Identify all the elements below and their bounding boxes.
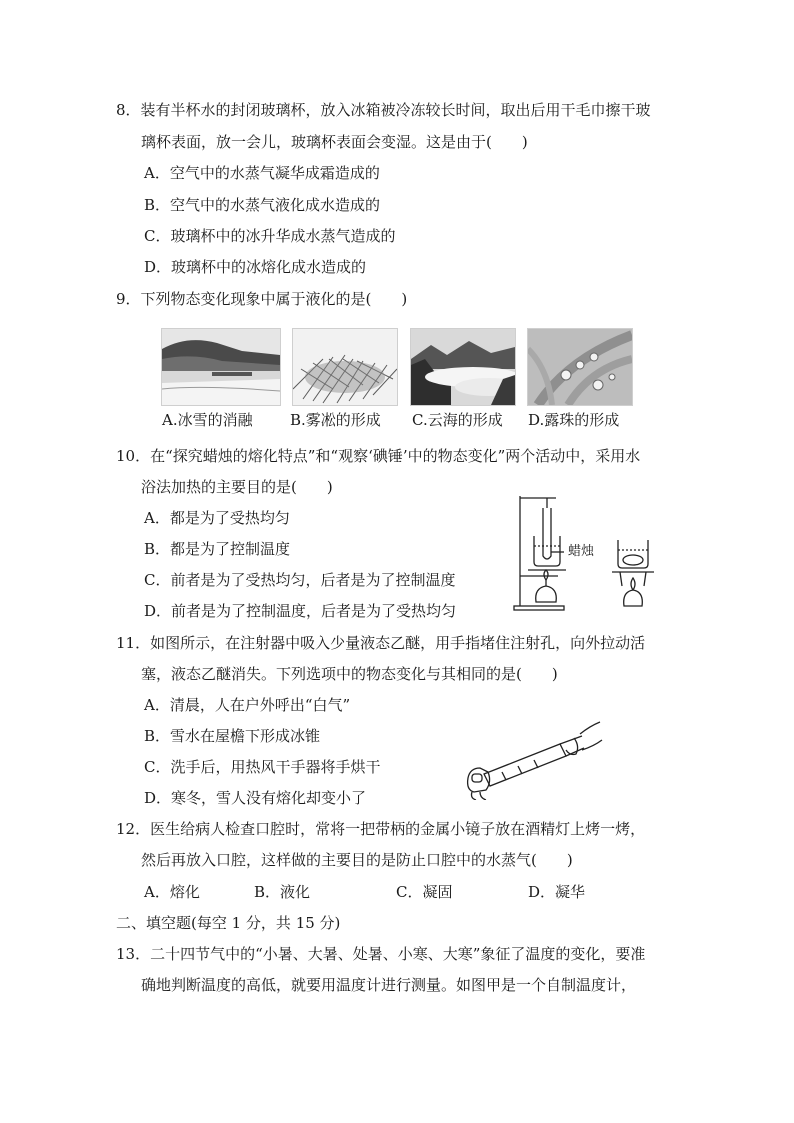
photo-ice-snow-melting <box>161 328 281 406</box>
q8-option-b: B．空气中的水蒸气液化成水造成的 <box>144 196 381 214</box>
q9-caption-c: C.云海的形成 <box>412 411 503 429</box>
q12-stem-line2: 然后再放入口腔，这样做的主要目的是防止口腔中的水蒸气( ) <box>141 851 573 869</box>
q13-stem-line1: 13．二十四节气中的“小暑、大暑、处暑、小寒、大寒”象征了温度的变化，要准 <box>116 945 646 963</box>
water-bath-apparatus-figure <box>510 490 660 612</box>
q9-stem: 9．下列物态变化现象中属于液化的是( ) <box>116 290 408 308</box>
syringe-hand-figure <box>462 716 604 800</box>
q11-option-b: B．雪水在屋檐下形成冰锥 <box>144 727 321 745</box>
q10-stem-line1: 10．在“探究蜡烛的熔化特点”和“观察‘碘锤’中的物态变化”两个活动中，采用水 <box>116 447 641 465</box>
q10-stem-line2: 浴法加热的主要目的是( ) <box>141 478 333 496</box>
q12-option-a: A．熔化 <box>144 883 200 901</box>
q8-option-c: C．玻璃杯中的冰升华成水蒸气造成的 <box>144 227 396 245</box>
q10-option-d: D．前者是为了控制温度，后者是为了受热均匀 <box>144 602 457 620</box>
section2-title: 二、填空题(每空 1 分，共 15 分) <box>116 914 341 932</box>
q13-stem-line2: 确地判断温度的高低，就要用温度计进行测量。如图甲是一个自制温度计， <box>141 976 637 994</box>
q11-stem-line1: 11．如图所示，在注射器中吸入少量液态乙醚，用手指堵住注射孔，向外拉动活 <box>116 634 646 652</box>
q8-stem-line2: 璃杯表面，放一会儿，玻璃杯表面会变湿。这是由于( ) <box>141 133 528 151</box>
q10-option-c: C．前者是为了受热均匀，后者是为了控制温度 <box>144 571 456 589</box>
q11-option-a: A．清晨，人在户外呼出“白气” <box>144 696 351 714</box>
q10-option-b: B．都是为了控制温度 <box>144 540 291 558</box>
photo-rime-formation <box>292 328 398 406</box>
q8-option-d: D．玻璃杯中的冰熔化成水造成的 <box>144 258 367 276</box>
photo-cloud-sea <box>410 328 516 406</box>
q12-stem-line1: 12．医生给病人检查口腔时，常将一把带柄的金属小镜子放在酒精灯上烤一烤， <box>116 820 646 838</box>
photo-dew-drops <box>527 328 633 406</box>
q9-caption-a: A.冰雪的消融 <box>162 411 253 429</box>
q9-caption-d: D.露珠的形成 <box>528 411 620 429</box>
q12-option-c: C．凝固 <box>396 883 453 901</box>
q11-option-c: C．洗手后，用热风干手器将手烘干 <box>144 758 381 776</box>
q12-option-d: D．凝华 <box>528 883 586 901</box>
q9-caption-b: B.雾凇的形成 <box>290 411 381 429</box>
q12-option-b: B．液化 <box>254 883 311 901</box>
q11-option-d: D．寒冬，雪人没有熔化却变小了 <box>144 789 367 807</box>
candle-label: 蜡烛 <box>568 544 595 559</box>
q11-stem-line2: 塞，液态乙醚消失。下列选项中的物态变化与其相同的是( ) <box>141 665 558 683</box>
q10-option-a: A．都是为了受热均匀 <box>144 509 290 527</box>
q8-option-a: A．空气中的水蒸气凝华成霜造成的 <box>144 164 380 182</box>
q8-stem-line1: 8．装有半杯水的封闭玻璃杯，放入冰箱被冷冻较长时间，取出后用干毛巾擦干玻 <box>116 101 651 119</box>
